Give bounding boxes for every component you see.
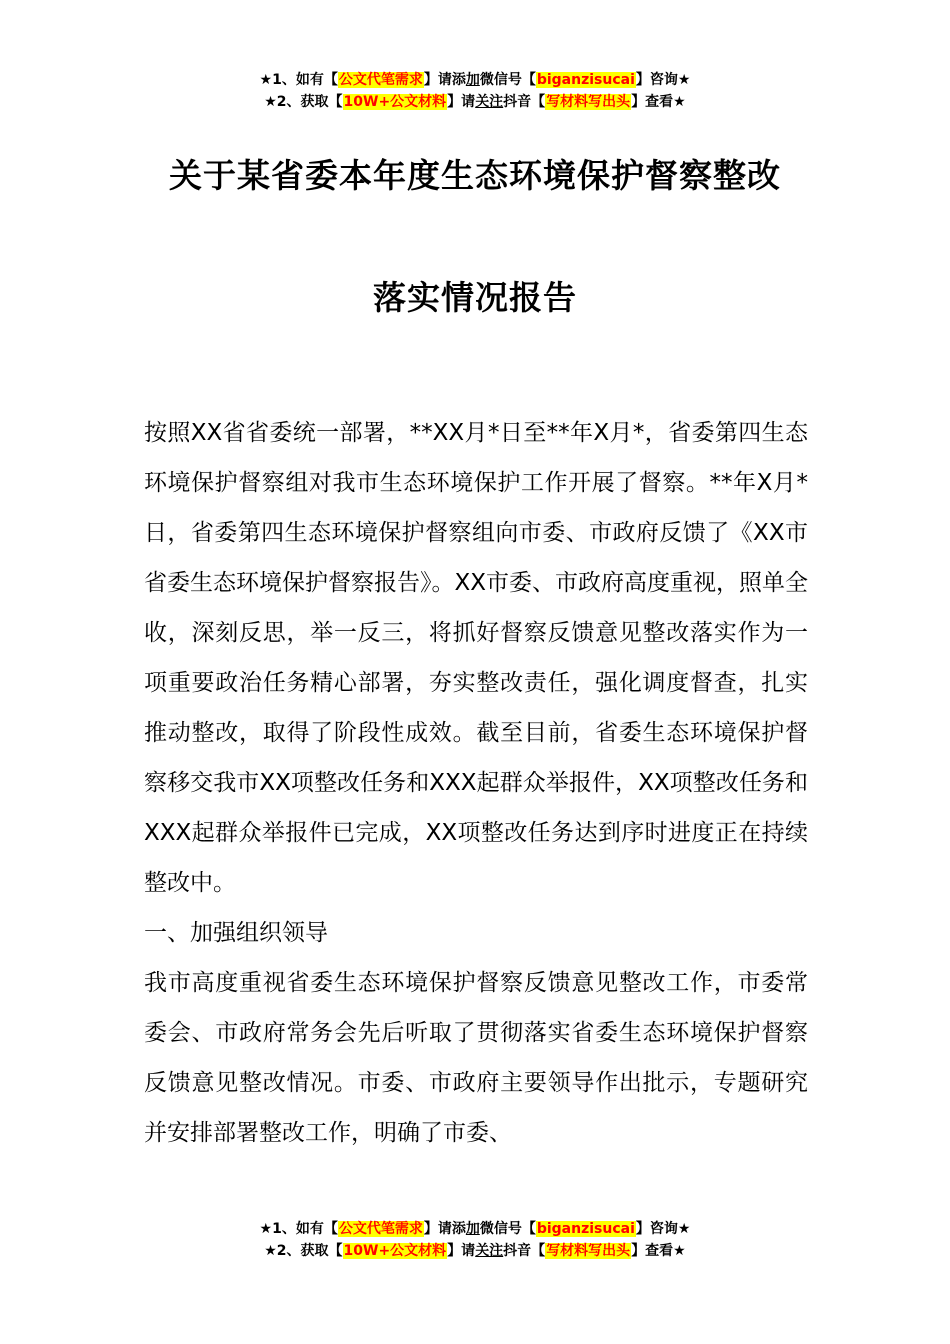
promo-line-2	[0, 91, 950, 113]
promo-highlight: 10W+公文材料	[343, 94, 447, 110]
promo-text: 微信号【	[479, 1221, 536, 1237]
promo-highlight: 10W+公文材料	[343, 1243, 447, 1259]
promo-line-2	[0, 1240, 950, 1262]
promo-text: 】咨询★	[635, 1221, 691, 1237]
promo-header	[0, 69, 950, 113]
promo-text: 】查看★	[631, 94, 686, 110]
promo-underline: 加	[465, 1221, 480, 1237]
promo-highlight: biganzisucai	[536, 1221, 635, 1237]
document-body	[144, 408, 808, 1158]
promo-highlight: 写材料写出头	[546, 1243, 631, 1259]
promo-underline: 关注	[475, 1243, 504, 1259]
document-title-line-1: 关于某省委本年度生态环境保护督察整改	[169, 156, 781, 195]
promo-text: 抖音【	[503, 94, 546, 110]
promo-footer	[0, 1218, 950, 1262]
paragraph: 我市高度重视省委生态环境保护督察反馈意见整改工作，市委常委会、市政府常务会先后听取了贯彻落实省委生态环境保护督察反馈意见整改情况。市委、市政府主要领导作出批示，专题研究并安排部署整改工作，明确了市委、	[144, 970, 808, 1146]
promo-text: 】查看★	[631, 1243, 686, 1259]
promo-text: ★1、如有【	[259, 1221, 338, 1237]
paragraph: 按照XX省省委统一部署，**XX月*日至**年X月*，省委第四生态环境保护督察组对我市生态环境保护工作开展了督察。**年X月*日，省委第四生态环境保护督察组向市委、市政府反馈了《XX市省委生态环境保护督察报告》。XX市委、市政府高度重视，照单全收，深刻反思，举一反三，将抓好督察反馈意见整改落实作为一项重要政治任务精心部署，夯实整改责任，强化调度督查，扎实推动整改，取得了阶段性成效。截至目前，省委生态环境保护督察移交我市XX项整改任务和XXX起群众举报件，XX项整改任务和XXX起群众举报件已完成，XX项整改任务达到序时进度正在持续整改中。	[144, 420, 809, 896]
promo-underline: 关注	[475, 94, 504, 110]
promo-text: 】请	[447, 1243, 476, 1259]
promo-text: ★2、获取【	[264, 94, 343, 110]
promo-highlight: 写材料写出头	[546, 94, 631, 110]
promo-text: ★2、获取【	[264, 1243, 343, 1259]
promo-text: 抖音【	[503, 1243, 546, 1259]
promo-text: 】请	[447, 94, 476, 110]
promo-highlight: biganzisucai	[536, 72, 635, 88]
promo-line-1	[0, 69, 950, 91]
promo-text: ★1、如有【	[259, 72, 338, 88]
promo-text: 】请添	[423, 72, 466, 88]
promo-text: 】咨询★	[635, 72, 691, 88]
promo-highlight: 公文代笔需求	[338, 72, 423, 88]
promo-text: 微信号【	[479, 72, 536, 88]
promo-underline: 加	[465, 72, 480, 88]
promo-line-1	[0, 1218, 950, 1240]
section-heading: 一、加强组织领导	[144, 920, 328, 946]
document-title-line-2: 落实情况报告	[373, 278, 577, 317]
promo-highlight: 公文代笔需求	[338, 1221, 423, 1237]
promo-text: 】请添	[423, 1221, 466, 1237]
